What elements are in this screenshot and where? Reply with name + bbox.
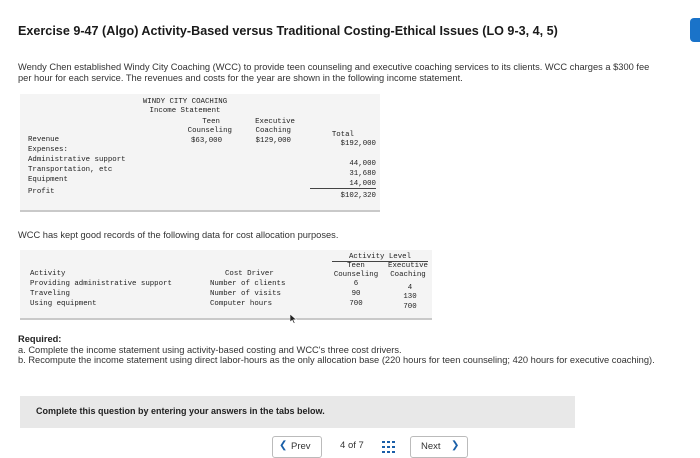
side-tab[interactable]	[690, 18, 700, 42]
required-a: a. Complete the income statement using activity-based costing and WCC's three cost drivers.	[18, 344, 402, 355]
row-teen: 90	[351, 290, 361, 298]
row-activity: Traveling	[30, 290, 70, 298]
statement-name: Income Statement	[149, 107, 221, 115]
row-teen: 6	[353, 280, 359, 288]
table-divider	[20, 318, 432, 320]
row-teen: 700	[349, 300, 363, 308]
row-activity: Using equipment	[30, 300, 97, 308]
allocation-intro: WCC has kept good records of the following data for cost allocation purposes.	[18, 230, 339, 240]
page-total: of 7	[347, 440, 364, 451]
row-driver: Number of clients	[210, 280, 286, 288]
required-section	[18, 334, 658, 366]
prev-label: Prev	[291, 441, 311, 452]
col-exec-l1: Executive	[255, 118, 295, 126]
transport-total: 31,680	[349, 170, 376, 178]
activity-level-header: Activity Level	[332, 253, 428, 262]
row-driver: Computer hours	[210, 300, 273, 308]
row-driver: Number of visits	[210, 290, 281, 298]
prev-button[interactable]	[272, 436, 322, 458]
revenue-exec: $129,000	[255, 137, 291, 145]
admin-total: 44,000	[349, 160, 376, 168]
expenses-label: Expenses:	[28, 146, 68, 154]
profit-label: Profit	[28, 188, 55, 196]
teen-header-l2: Counseling	[333, 271, 379, 279]
row-exec: 4	[407, 284, 413, 292]
grid-icon[interactable]	[382, 441, 396, 453]
equipment-label: Equipment	[28, 176, 68, 184]
allocation-table	[20, 250, 432, 320]
income-statement-table	[20, 94, 380, 212]
transport-label: Transportation, etc	[28, 166, 113, 174]
required-heading: Required:	[18, 334, 62, 344]
page-indicator	[340, 440, 364, 451]
banner-text: Complete this question by entering your answers in the tabs below.	[36, 406, 325, 416]
equipment-total: 14,000	[310, 180, 376, 189]
col-teen-l2: Counseling	[187, 127, 232, 135]
revenue-total: $192,000	[340, 140, 376, 148]
revenue-label: Revenue	[28, 136, 60, 144]
col-teen-l1: Teen	[202, 118, 220, 126]
admin-label: Administrative support	[28, 156, 126, 164]
required-b: b. Recompute the income statement using direct labor-hours as the only allocation base (220 hours for teen counseling; 420 hours for executive coaching).	[18, 355, 655, 365]
exec-header-l2: Coaching	[390, 271, 426, 279]
revenue-teen: $63,000	[190, 137, 222, 145]
chevron-left-icon: ❮	[279, 440, 288, 451]
mouse-cursor-icon	[290, 314, 298, 324]
col-total: Total	[331, 131, 354, 139]
row-activity: Providing administrative support	[30, 280, 172, 288]
intro-paragraph: Wendy Chen established Windy City Coaching (WCC) to provide teen counseling and executive coaching services to its clients. WCC charges a $300 fee per hour for each service. The revenues and costs for the year are shown in the following income statement.	[18, 62, 650, 83]
row-exec: 130	[403, 293, 417, 301]
col-exec-l2: Coaching	[255, 127, 291, 135]
exercise-title: Exercise 9-47 (Algo) Activity-Based versus Traditional Costing-Ethical Issues (LO 9-3, 4, 5)	[18, 24, 558, 38]
next-button[interactable]	[410, 436, 468, 458]
exec-header-l1: Executive	[388, 262, 428, 270]
row-exec: 700	[403, 303, 417, 311]
teen-header-l1: Teen	[347, 262, 365, 270]
table-divider	[20, 210, 380, 212]
driver-header: Cost Driver	[225, 270, 274, 278]
next-label: Next	[421, 441, 441, 452]
instructions-banner	[20, 396, 575, 428]
page-current: 4	[340, 440, 346, 451]
profit-total: $102,320	[340, 192, 376, 200]
company-name: WINDY CITY COACHING	[142, 98, 228, 106]
activity-header: Activity	[30, 270, 66, 278]
chevron-right-icon: ❯	[451, 440, 460, 451]
